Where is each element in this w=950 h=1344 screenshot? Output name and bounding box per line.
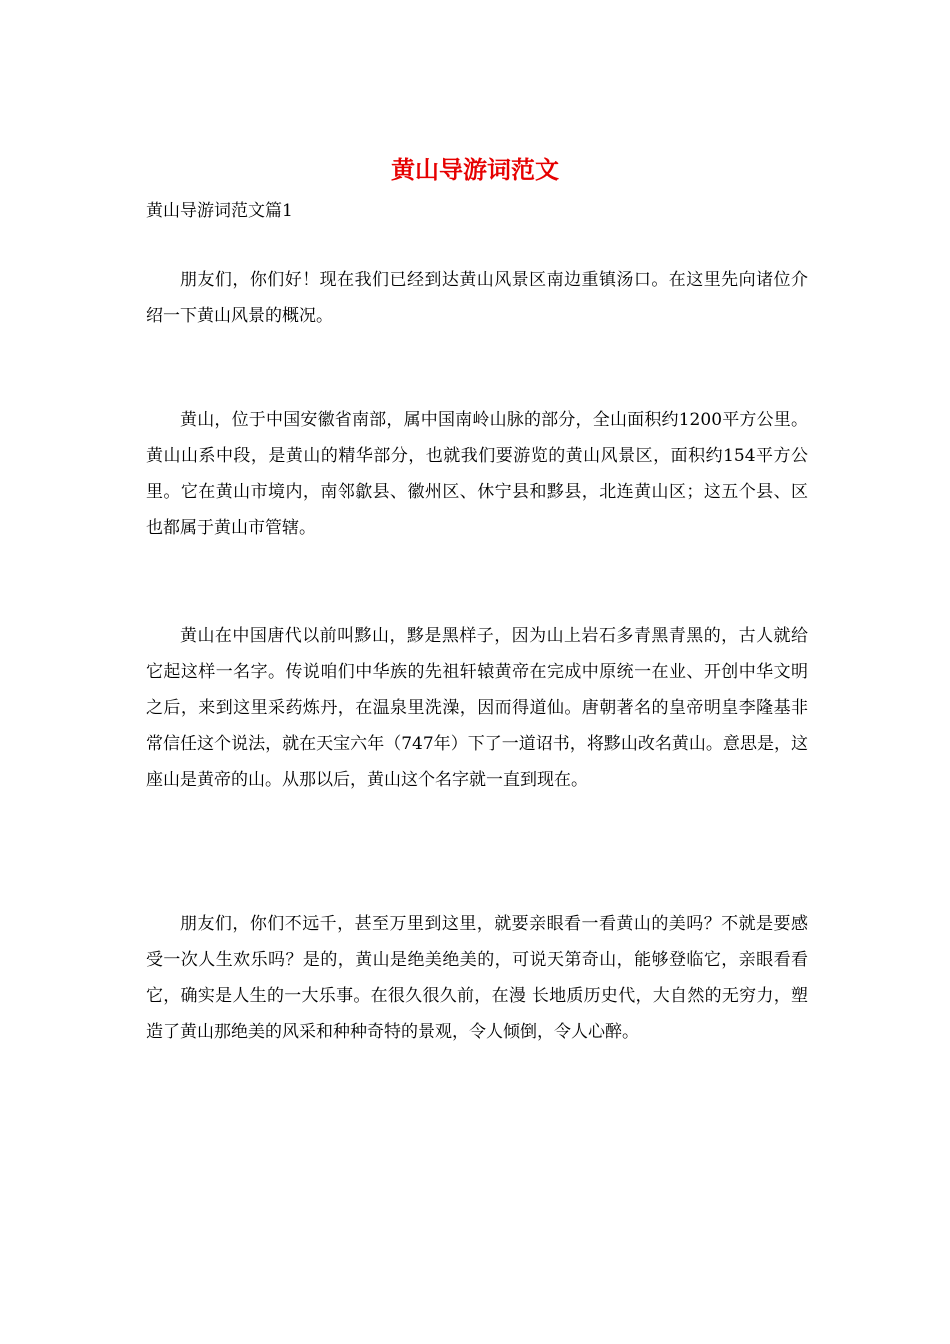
paragraph-4: 朋友们，你们不远千，甚至万里到这里，就要亲眼看一看黄山的美吗？不就是要感受一次人生欢乐吗？是的，黄山是绝美绝美的，可说天第奇山，能够登临它，亲眼看看它，确实是人生的一大乐事。在很久很久前，在漫 长地质历史代，大自然的无穷力，塑造了黄山那绝美的风采和种种奇特的景观，令人倾倒，令人心醉。: [146, 914, 808, 1042]
document-title: 黄山导游词范文: [391, 155, 559, 184]
section-subtitle: 黄山导游词范文篇1: [146, 201, 293, 221]
paragraph-2: 黄山，位于中国安徽省南部，属中国南岭山脉的部分，全山面积约1200平方公里。黄山山系中段，是黄山的精华部分，也就我们要游览的黄山风景区，面积约154平方公里。它在黄山市境内，南邻歙县、徽州区、休宁县和黟县，北连黄山区；这五个县、区也都属于黄山市管辖。: [146, 410, 808, 538]
paragraph-3: 黄山在中国唐代以前叫黟山，黟是黑样子，因为山上岩石多青黑青黑的，古人就给它起这样一名字。传说咱们中华族的先祖轩辕黄帝在完成中原统一在业、开创中华文明之后，来到这里采药炼丹，在温泉里洗澡，因而得道仙。唐朝著名的皇帝明皇李隆基非常信任这个说法，就在天宝六年（747年）下了一道诏书，将黟山改名黄山。意思是，这座山是黄帝的山。从那以后，黄山这个名字就一直到现在。: [146, 626, 808, 790]
paragraph-1: 朋友们，你们好！现在我们已经到达黄山风景区南边重镇汤口。在这里先向诸位介绍一下黄山风景的概况。: [146, 270, 808, 326]
